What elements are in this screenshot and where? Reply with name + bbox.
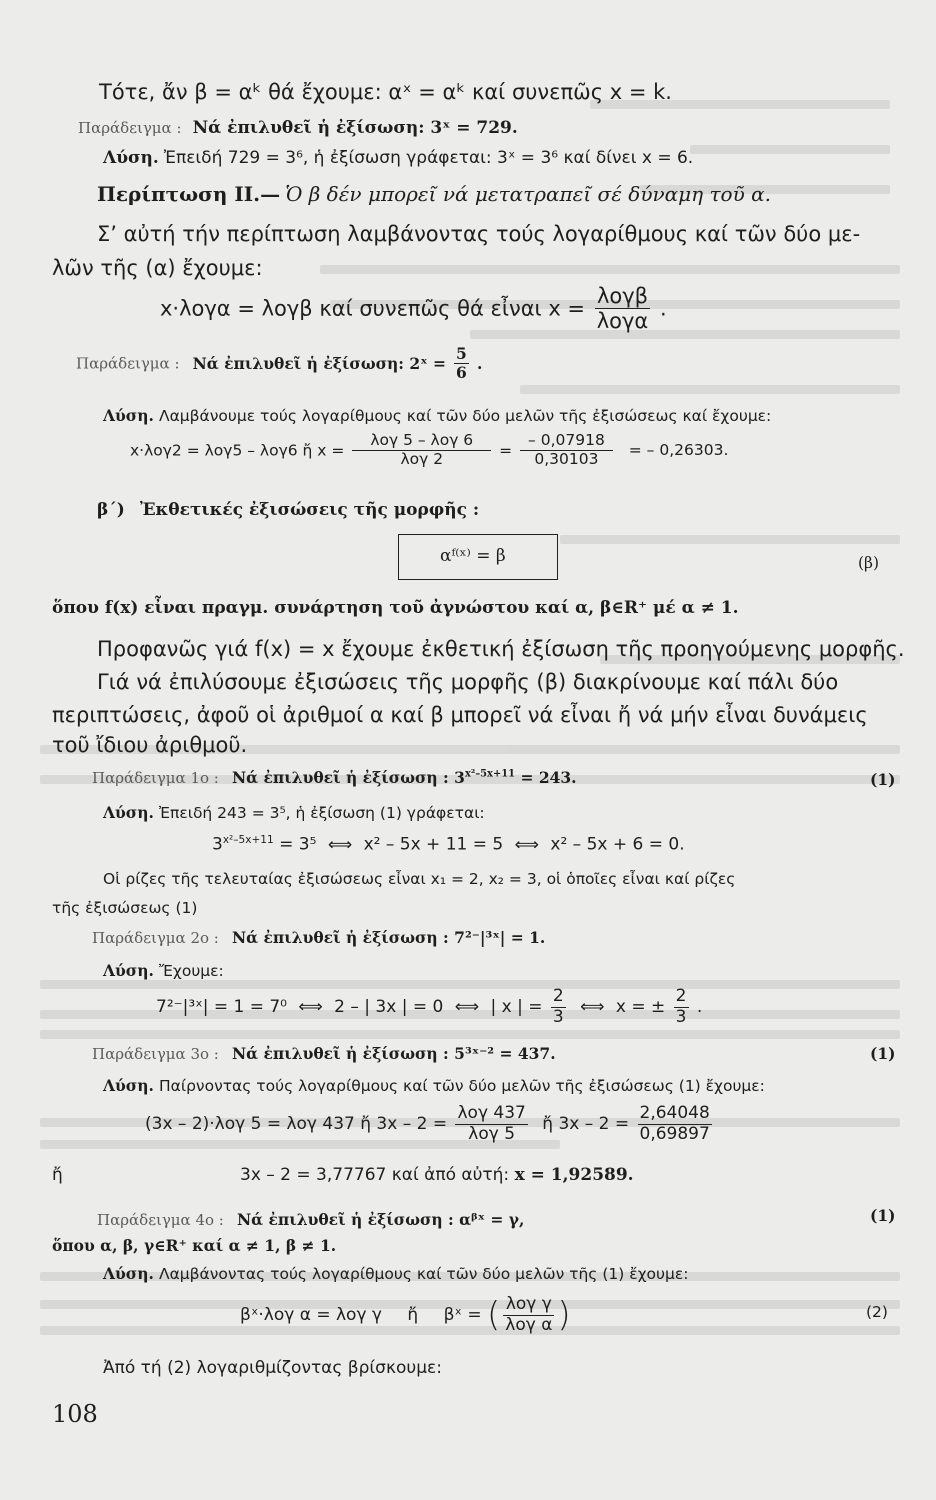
solution-5	[103, 1076, 765, 1095]
example-2-numerator: 5	[456, 344, 467, 363]
equation-3-d: x² – 5x + 6 = 0.	[550, 834, 685, 855]
example-4-text: Νά ἐπιλυθεῖ ἡ ἐξίσωση : 7²⁻|³ˣ| = 1.	[231, 928, 546, 947]
equation-2-denominator-2: 0,30103	[534, 449, 599, 468]
solution-6-text: Λαμβάνοντας τούς λογαρίθμους καί τῶν δύο μελῶν τῆς (1) ἔχουμε:	[158, 1265, 689, 1283]
equation-6-result: x = 1,92589.	[514, 1165, 634, 1185]
solution-4	[103, 961, 224, 980]
equation-7: βˣ·λογ α = λογ γ ἤ βˣ = ( $\frac{\text{λογ γ}}{\text{λογ α}}$ )	[240, 1294, 571, 1336]
equation-1-denominator: λογα	[596, 309, 649, 334]
equation-4-b: 2 – | 3x | = 0	[334, 997, 444, 1018]
equation-5-b: ἤ 3x – 2 =	[542, 1114, 630, 1135]
example-2-end: .	[476, 353, 483, 373]
paragraph-line-3: περιπτώσεις, ἀφοῦ οἱ ἀριθμοί α καί β μπορεῖ νά εἶναι ἤ νά μήν εἶναι δυνάμεις	[52, 703, 868, 727]
page-number: 108	[52, 1400, 98, 1428]
equation-7-denominator: λογ α	[505, 1314, 553, 1335]
paragraph-line-1: Προφανῶς γιά f(x) = x ἔχουμε ἐκθετική ἐξίσωση τῆς προηγούμενης μορφῆς.	[97, 637, 905, 661]
solution-3	[103, 803, 485, 822]
equation-5-fraction-1	[455, 1104, 527, 1144]
equation-5-denominator-1: λογ 5	[468, 1123, 516, 1144]
example-4-label: Παράδειγμα 2ο :	[92, 929, 219, 947]
equation-4-numerator-2: 2	[675, 986, 687, 1006]
text-line-5: Σ’ αὐτή τήν περίπτωση λαμβάνοντας τούς λογαρίθμους καί τῶν δύο με-	[97, 222, 861, 246]
iff-arrow-icon: ⟺	[298, 997, 323, 1018]
equation-6	[240, 1165, 634, 1185]
example-5-label: Παράδειγμα 3ο :	[92, 1045, 219, 1063]
example-6	[97, 1210, 524, 1229]
solution-6-label: Λύση.	[103, 1264, 154, 1283]
closing-line: Ἀπό τή (2) λογαριθμίζοντας βρίσκουμε:	[103, 1358, 442, 1378]
solution-3-text: Ἐπειδή 243 = 3⁵, ἡ ἐξίσωση (1) γράφεται:	[158, 804, 485, 822]
equation-4-denominator-1: 3	[552, 1006, 564, 1027]
section-b-heading	[97, 500, 479, 520]
equation-1-end: .	[659, 296, 667, 321]
example-3	[92, 768, 577, 787]
example-5-tag: (1)	[870, 1044, 896, 1063]
example-4	[92, 928, 545, 947]
case-2-heading	[97, 182, 771, 206]
example-6-label: Παράδειγμα 4ο :	[97, 1211, 224, 1229]
solution-1	[103, 148, 693, 168]
equation-2-numerator-2: – 0,07918	[520, 432, 613, 451]
equation-4-a: 7²⁻|³ˣ| = 1 = 7⁰	[156, 997, 287, 1018]
definition-line: ὅπου f(x) εἶναι πραγμ. συνάρτηση τοῦ ἀγνώστου καί α, β∈R⁺ μέ α ≠ 1.	[52, 598, 739, 618]
equation-5-fraction-2	[638, 1104, 712, 1144]
solution-3-label: Λύση.	[103, 803, 154, 822]
equation-7-numerator: λογ γ	[503, 1295, 554, 1316]
example-3-tag: (1)	[870, 770, 896, 789]
equation-5-numerator-1: λογ 437	[457, 1103, 526, 1123]
case-2-text: Ὁ β δέν μπορεῖ νά μετατραπεῖ σέ δύναμη τοῦ α.	[285, 182, 771, 206]
equation-7-fraction	[503, 1295, 554, 1335]
equation-2-denominator-1: λογ 2	[400, 449, 444, 468]
example-6-tag: (1)	[870, 1206, 896, 1225]
equation-2-fraction-2	[520, 432, 613, 469]
equation-1	[160, 284, 667, 333]
equation-4-numerator-1: 2	[552, 986, 564, 1006]
equation-7-b: βˣ =	[443, 1305, 482, 1326]
example-3-exponent: x²–5x+11	[464, 768, 516, 780]
equation-3-b: = 3⁵	[273, 834, 317, 855]
equation-3	[212, 834, 685, 855]
example-1-text: Νά ἐπιλυθεῖ ἡ ἐξίσωση: 3ˣ = 729.	[192, 118, 518, 138]
example-2-fraction	[454, 345, 469, 382]
example-6-condition: ὅπου α, β, γ∈R⁺ καί α ≠ 1, β ≠ 1.	[52, 1236, 337, 1255]
equation-4-d: x = ±	[615, 997, 666, 1018]
example-2-label: Παράδειγμα :	[76, 354, 180, 373]
equation-5	[145, 1104, 715, 1144]
equation-3-a: 3	[212, 834, 223, 855]
equation-5-denominator-2: 0,69897	[639, 1123, 710, 1144]
equation-3-c: x² – 5x + 11 = 5	[363, 834, 504, 855]
solution-2-text: Λαμβάνουμε τούς λογαρίθμους καί τῶν δύο μελῶν τῆς ἐξισώσεως καί ἔχουμε:	[158, 407, 772, 425]
example-5	[92, 1044, 556, 1063]
equation-5-a: (3x – 2)·λογ 5 = λογ 437 ἤ 3x – 2 =	[145, 1114, 448, 1135]
solution-6	[103, 1264, 688, 1283]
equation-5-numerator-2: 2,64048	[639, 1103, 710, 1123]
paragraph-line-4: τοῦ ἴδιου ἀριθμοῦ.	[52, 733, 248, 757]
equation-2-numerator-1: λογ 5 – λογ 6	[352, 432, 491, 451]
example-2-text: Νά ἐπιλυθεῖ ἡ ἐξίσωση: 2ˣ =	[192, 353, 446, 373]
section-b-title: Ἐκθετικές ἐξισώσεις τῆς μορφῆς :	[139, 500, 480, 520]
example-1	[78, 118, 518, 138]
solution-1-label: Λύση.	[103, 148, 159, 168]
solution-4-text: Ἔχουμε:	[158, 962, 224, 980]
solution-4-label: Λύση.	[103, 961, 154, 980]
equation-2: x·λογ2 = λογ5 – λογ6 ἤ x = $\frac{\text{λογ 5 – λογ 6}}{\text{λογ 2}}$ = $\frac{- 0,07918}{0,30103}$ = – 0,26303.	[130, 431, 729, 468]
equation-4-c: | x | =	[490, 997, 543, 1018]
solution-2-label: Λύση.	[103, 406, 154, 425]
equation-2-left: x·λογ2 = λογ5 – λογ6 ἤ x =	[130, 441, 345, 460]
equation-1-left: x·λογα = λογβ καί συνεπῶς θά εἶναι x =	[160, 296, 586, 321]
solution-5-text: Παίρνοντας τούς λογαρίθμους καί τῶν δύο μελῶν τῆς ἐξισώσεως (1) ἔχουμε:	[158, 1077, 765, 1095]
equation-6-text: 3x – 2 = 3,77767 καί ἀπό αὐτή:	[240, 1165, 510, 1185]
equation-7-or: ἤ	[407, 1305, 419, 1326]
example-5-text: Νά ἐπιλυθεῖ ἡ ἐξίσωση : 5³ˣ⁻² = 437.	[231, 1044, 556, 1063]
iff-arrow-icon: ⟺	[327, 834, 353, 855]
example-3-text-a: Νά ἐπιλυθεῖ ἡ ἐξίσωση : 3	[231, 768, 465, 787]
text-line-6: λῶν τῆς (α) ἔχουμε:	[52, 256, 263, 280]
equation-2-end: = – 0,26303.	[628, 441, 729, 460]
equation-4-denominator-2: 3	[675, 1006, 687, 1027]
section-b-label: β΄)	[97, 500, 125, 520]
equation-4	[156, 987, 702, 1027]
boxed-equation: αᶠ⁽ˣ⁾ = β	[440, 546, 506, 566]
equation-7-a: βˣ·λογ α = λογ γ	[240, 1305, 382, 1326]
roots-line-1: Οἱ ρίζες τῆς τελευταίας ἐξισώσεως εἶναι x₁ = 2, x₂ = 3, οἱ ὁποῖες εἶναι καί ρίζες	[103, 870, 736, 888]
iff-arrow-icon: ⟺	[454, 997, 480, 1018]
example-2	[76, 345, 482, 382]
example-3-text-b: = 243.	[515, 768, 577, 787]
roots-line-2: τῆς ἐξισώσεως (1)	[52, 899, 198, 917]
equation-1-fraction	[595, 284, 651, 333]
boxed-equation-tag: (β)	[858, 554, 880, 572]
equation-1-numerator: λογβ	[595, 284, 651, 309]
example-1-label: Παράδειγμα :	[78, 119, 182, 137]
equation-4-fraction-1	[551, 987, 566, 1027]
paragraph-line-2: Γιά νά ἐπιλύσουμε ἐξισώσεις τῆς μορφῆς (β) διακρίνουμε καί πάλι δύο	[97, 670, 839, 694]
text-line-1: Τότε, ἄν β = αᵏ θά ἔχουμε: αˣ = αᵏ καί συνεπῶς x = k.	[99, 80, 672, 104]
equation-6-or: ἤ	[52, 1165, 63, 1185]
solution-2	[103, 406, 771, 425]
equation-7-tag: (2)	[866, 1303, 888, 1321]
example-3-label: Παράδειγμα 1ο :	[92, 769, 219, 787]
iff-arrow-icon: ⟺	[514, 834, 539, 855]
equation-3-exponent: x²–5x+11	[222, 834, 274, 846]
solution-1-text: Ἐπειδή 729 = 3⁶, ἡ ἐξίσωση γράφεται: 3ˣ = 3⁶ καί δίνει x = 6.	[163, 148, 694, 168]
equation-4-fraction-2	[674, 987, 689, 1027]
example-2-denominator: 6	[456, 362, 467, 382]
example-6-text: Νά ἐπιλυθεῖ ἡ ἐξίσωση : αᵝˣ = γ,	[236, 1210, 525, 1229]
equation-2-fraction-1	[352, 432, 491, 469]
case-2-label: Περίπτωση II.—	[97, 182, 281, 206]
equation-4-end: .	[696, 997, 703, 1018]
iff-arrow-icon: ⟺	[580, 997, 605, 1018]
solution-5-label: Λύση.	[103, 1076, 154, 1095]
